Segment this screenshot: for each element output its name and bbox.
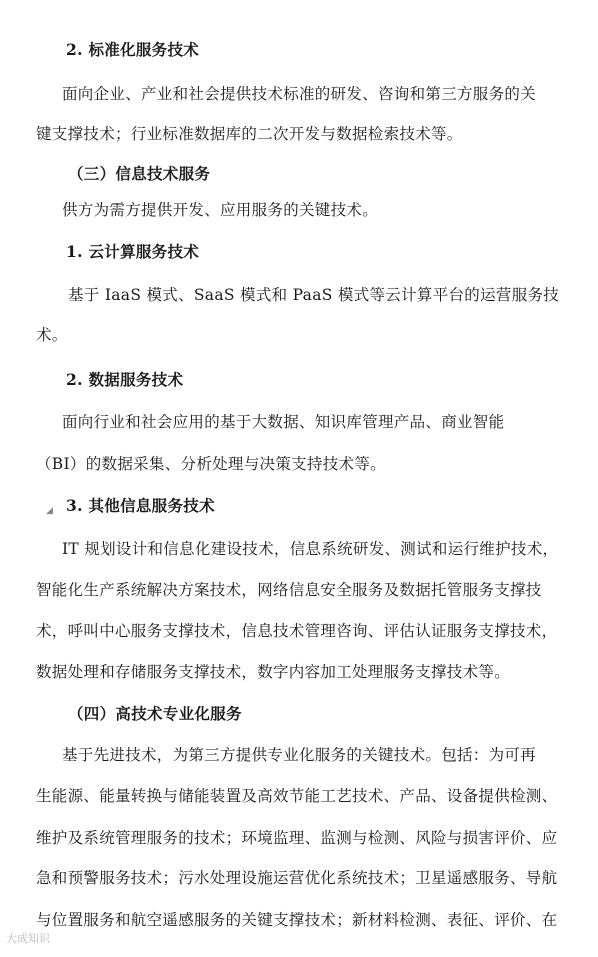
heading-data-services: 2. 数据服务技术 — [66, 370, 184, 389]
paragraph-line: （BI）的数据采集、分析处理与决策支持技术等。 — [36, 455, 386, 473]
heading-information-technology-services: （三）信息技术服务 — [68, 164, 211, 183]
watermark-logo: 大成知识 — [6, 932, 50, 945]
paragraph-line: 生能源、能量转换与储能装置及高效节能工艺技术、产品、设备提供检测、 — [36, 787, 558, 805]
heading-high-tech-professional-services: （四）高技术专业化服务 — [68, 704, 242, 723]
paragraph-line: 基于 IaaS 模式、SaaS 模式和 PaaS 模式等云计算平台的运营服务技 — [68, 286, 560, 304]
paragraph-line: 维护及系统管理服务的技术；环境监理、监测与检测、风险与损害评价、应 — [36, 829, 558, 847]
heading-cloud-computing-services: 1. 云计算服务技术 — [66, 242, 200, 261]
paragraph-line: 面向行业和社会应用的基于大数据、知识库管理产品、商业智能 — [62, 413, 505, 431]
paragraph-line: 供方为需方提供开发、应用服务的关键技术。 — [62, 201, 379, 219]
heading-other-information-services: 3. 其他信息服务技术 — [66, 496, 215, 515]
paragraph-line: IT 规划设计和信息化建设技术，信息系统研发、测试和运行维护技术， — [62, 540, 559, 558]
paragraph-line: 与位置服务和航空遥感服务的关键支撑技术；新材料检测、表征、评价、在 — [36, 911, 558, 929]
paragraph-line: 数据处理和存储服务支撑技术，数字内容加工处理服务支撑技术等。 — [36, 663, 511, 681]
paragraph-line: 面向企业、产业和社会提供技术标准的研发、咨询和第三方服务的关 — [62, 85, 537, 103]
paragraph-line: 键支撑技术；行业标准数据库的二次开发与数据检索技术等。 — [36, 125, 463, 143]
cursor-marker-icon: ◢ — [46, 506, 53, 516]
paragraph-line: 基于先进技术，为第三方提供专业化服务的关键技术。包括：为可再 — [62, 746, 537, 764]
paragraph-line: 急和预警服务技术；污水处理设施运营优化系统技术；卫星遥感服务、导航 — [36, 869, 558, 887]
heading-standardization-services: 2. 标准化服务技术 — [66, 40, 200, 59]
paragraph-line: 智能化生产系统解决方案技术，网络信息安全服务及数据托管服务支撑技 — [36, 581, 542, 599]
paragraph-line: 术。 — [36, 326, 68, 344]
paragraph-line: 术，呼叫中心服务支撑技术，信息技术管理咨询、评估认证服务支撑技术， — [36, 622, 558, 640]
